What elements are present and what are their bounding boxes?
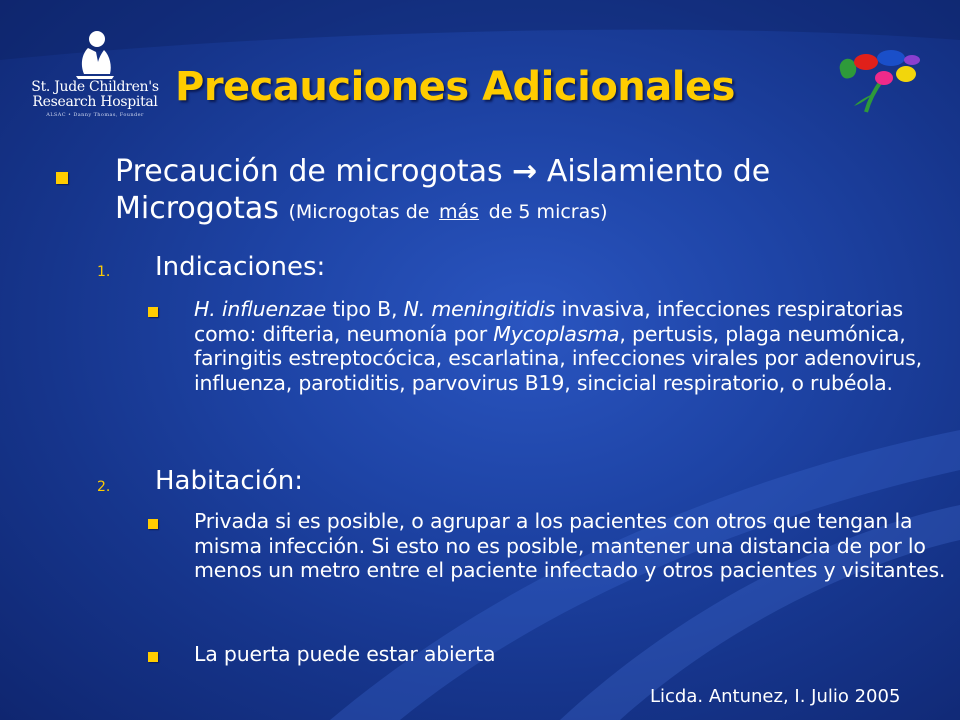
list-item: Privada si es posible, o agrupar a los pacientes con otros que tengan la misma infección. Si esto no es posible, mantener una distancia de por lo menos un metro entre el paciente infectado y otros pacientes y visitantes. — [194, 509, 946, 582]
level1-paren-a: (Microgotas de — [288, 201, 430, 223]
slide-title: Precauciones Adicionales — [175, 64, 735, 110]
section-number: 2. — [97, 479, 111, 495]
level1-text-a: Precaución de microgotas — [115, 154, 503, 189]
list-item: La puerta puede estar abierta — [194, 642, 496, 666]
level1-text-b: Aislamiento de Microgotas — [115, 154, 771, 226]
logo-line-1: St. Jude Children's — [31, 79, 159, 95]
text-run: tipo B, — [332, 297, 398, 321]
list-item — [194, 297, 954, 395]
logo-line-2: Research Hospital — [32, 94, 158, 110]
arrow-icon: → — [512, 154, 538, 189]
footer-credit: Licda. Antunez, I. Julio 2005 — [650, 686, 901, 707]
level1-paren-underlined: más — [439, 201, 480, 223]
logo-tagline: ALSAC • Danny Thomas, Founder — [46, 112, 144, 118]
level1-paren-b: de 5 micras) — [488, 201, 608, 223]
text-italic: H. influenzae — [194, 297, 326, 321]
child-praying-icon — [74, 30, 116, 80]
level1-text — [115, 153, 875, 231]
bullet-square — [148, 519, 158, 529]
section-heading: Habitación: — [155, 466, 304, 496]
bullet-square — [148, 652, 158, 662]
section-number: 1. — [97, 264, 111, 280]
section-heading: Indicaciones: — [155, 252, 326, 282]
bullet-square — [148, 307, 158, 317]
bullet-square — [56, 172, 68, 184]
st-jude-logo — [30, 30, 160, 125]
text-run: , pertusis, plaga neumónica, faringitis estreptocócica, escarlatina, infecciones virales por adenovirus, influenza, parotiditis, parvovirus B19, sincicial respiratorio, o rubéola. — [194, 321, 922, 395]
text-italic: Mycoplasma — [493, 321, 620, 346]
flower-icon — [836, 48, 920, 114]
text-run: invasiva, infecciones respiratorias como: difteria, neumonía por — [194, 297, 903, 346]
text-italic: N. meningitidis — [403, 297, 556, 321]
